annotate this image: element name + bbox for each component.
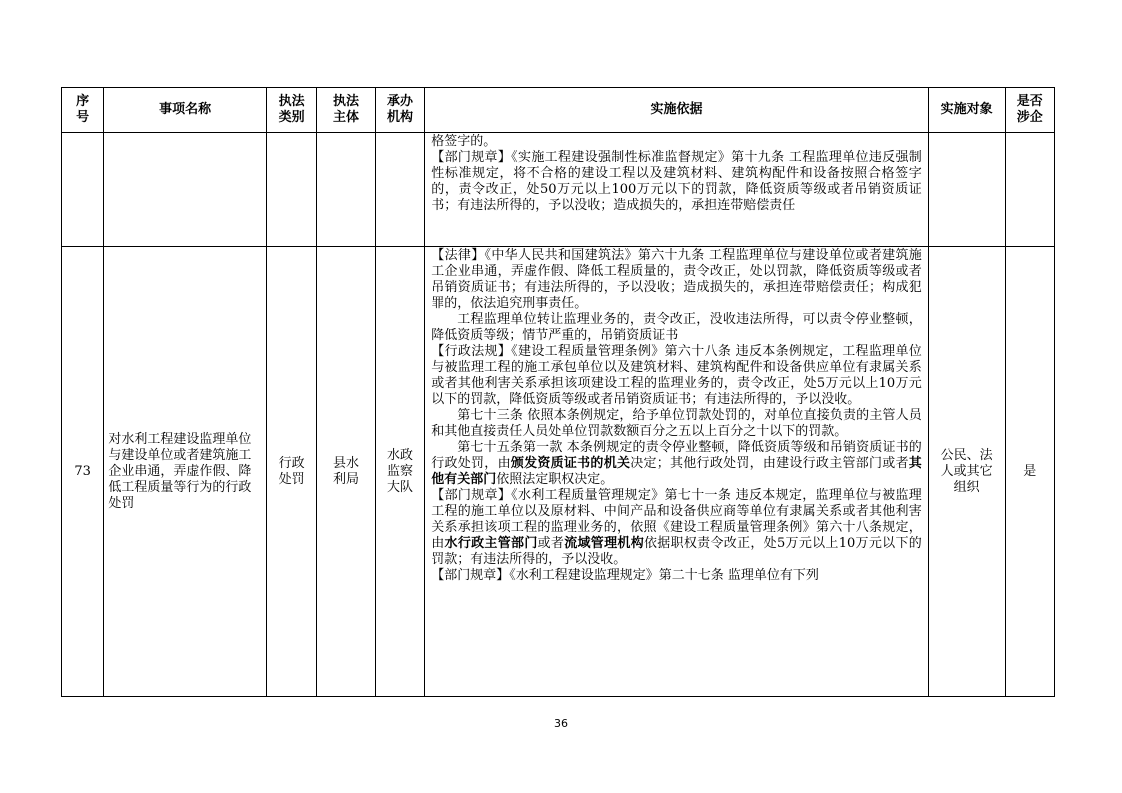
cell-subject-empty (317, 133, 376, 247)
page-number: 36 (554, 717, 568, 730)
header-row (62, 88, 1055, 133)
basis-law-para: 【法律】《中华人民共和国建筑法》第六十九条 工程监理单位与建设单位或者建筑施工企业串通，弄虚作假、降低工程质量的，责令改正，处以罚款，降低资质等级或者吊销资质证书；有违法所得的，予以没收；造成损失的，承担连带赔偿责任；构成犯罪的，依法追究刑事责任。 (431, 248, 922, 311)
wq-bold-water-admin: 水行政主管部门 (444, 536, 538, 551)
basis-supervision-para: 【部门规章】《水利工程建设监理规定》第二十七条 监理单位有下列 (431, 568, 819, 583)
wq-text-a: 【部门规章】《水利工程质量管理规定》第七十一条 违反本规定，监理单位与被监理工程的施工单位以及原材料、中间产品和设备供应商等单位有隶属关系或者其他利害关系承担该项工程的监理业务的，依照《建设工程质量管理条例》第六十八条规定，由 (431, 488, 922, 551)
header-target: 实施对象 (928, 88, 1005, 133)
header-type: 执法类别 (266, 88, 316, 133)
art75-bold-other-dept: 其他有关部门 (431, 456, 922, 487)
header-enterprise: 是否涉企 (1005, 88, 1055, 133)
basis-transfer-para: 工程监理单位转让监理业务的，责令改正，没收违法所得，可以责令停业整顿，降低资质等级；情节严重的，吊销资质证书 (431, 312, 922, 343)
cell-subject: 县水利局 (317, 247, 376, 697)
header-subject: 执法主体 (317, 88, 376, 133)
basis-regulation-para: 【行政法规】《建设工程质量管理条例》第六十八条 违反本条例规定，工程监理单位与被监理工程的施工承包单位以及建筑材料、建筑构配件和设备供应单位有隶属关系或者其他利害关系承担该项建设工程的监理业务的，责令改正，处5万元以上10万元以下的罚款，降低资质等级或者吊销资质证书；有违法所得的，予以没收。 (431, 344, 922, 407)
art75-text-e: 依照法定职权决定。 (496, 472, 614, 487)
basis-continued-line: 格签字的。 (431, 134, 497, 149)
cell-enterprise-empty (1005, 133, 1055, 247)
cell-name: 对水利工程建设监理单位与建设单位或者建筑施工企业串通，弄虚作假、降低工程质量等行为的行政处罚 (104, 247, 266, 697)
basis-art75-para (431, 440, 922, 488)
law-enforcement-table (61, 87, 1055, 697)
art75-bold-issuer: 颁发资质证书的机关 (510, 456, 631, 471)
header-org: 承办机构 (375, 88, 424, 133)
basis-water-quality-para (431, 488, 922, 568)
cell-seq-empty (62, 133, 104, 247)
header-name: 事项名称 (104, 88, 266, 133)
cell-target-empty (928, 133, 1005, 247)
header-seq: 序号 (62, 88, 104, 133)
basis-art73-para: 第七十三条 依照本条例规定，给予单位罚款处罚的，对单位直接负责的主管人员和其他直接责任人员处单位罚款数额百分之五以上百分之十以下的罚款。 (431, 408, 922, 439)
wq-bold-basin-agency: 流域管理机构 (564, 536, 644, 551)
art75-text-a: 第七十五条第一款 本条例规定的责令停业整顿，降低资质等级和吊销资质证书的行政处罚，由 (431, 440, 922, 471)
cell-basis (425, 247, 929, 697)
basis-continued-rule: 【部门规章】《实施工程建设强制性标准监督规定》第十九条 工程监理单位违反强制性标准规定，将不合格的建设工程以及建筑材料、建筑构配件和设备按照合格签字的，责令改正，处50万元以上100万元以下的罚款，降低资质等级或者吊销资质证书；有违法所得的，予以没收；造成损失的，承担连带赔偿责任 (431, 150, 922, 213)
cell-seq: 73 (62, 247, 104, 697)
table-row-73 (62, 247, 1055, 697)
cell-org-empty (375, 133, 424, 247)
cell-basis-continued (425, 133, 929, 247)
header-basis: 实施依据 (425, 88, 929, 133)
cell-target: 公民、法人或其它组织 (928, 247, 1005, 697)
cell-type-empty (266, 133, 316, 247)
cell-enterprise: 是 (1005, 247, 1055, 697)
table-row-continued (62, 133, 1055, 247)
cell-name-empty (104, 133, 266, 247)
cell-type: 行政处罚 (266, 247, 316, 697)
cell-org: 水政监察大队 (375, 247, 424, 697)
wq-text-e: 依据职权责令改正，处5万元以上10万元以下的罚款；有违法所得的，予以没收。 (431, 536, 922, 567)
wq-text-c: 或者 (537, 536, 565, 551)
art75-text-c: 决定；其他行政处罚，由建设行政主管部门或者 (630, 456, 909, 471)
